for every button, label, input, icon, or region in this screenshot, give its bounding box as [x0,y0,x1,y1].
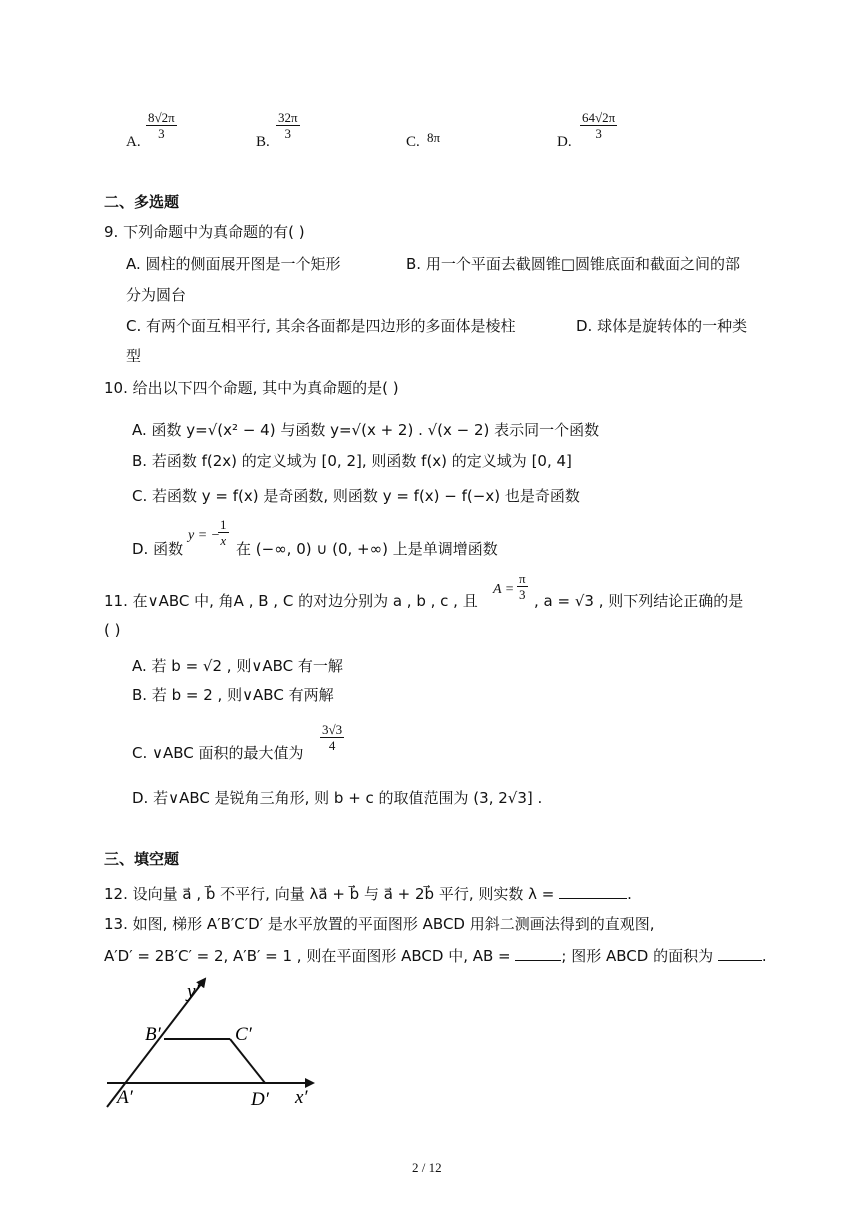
option-d-denominator: 3 [595,126,602,141]
edge-c-d [230,1039,265,1083]
question-10-option-d-fraction [218,517,229,548]
question-12-suffix: . [627,885,632,903]
question-9-option-b-continued: 分为圆台 [126,286,187,304]
page-number: 2 / 12 [412,1160,442,1175]
question-10-option-d-suffix: 在 (−∞, 0) ∪ (0, +∞) 上是单调增函数 [236,540,498,558]
option-b-numerator: 32π [278,110,298,125]
question-9-option-d: D. 球体是旋转体的一种类 [576,317,748,335]
question-12-answer-blank[interactable] [559,884,627,899]
vertex-c-label: C′ [235,1024,252,1045]
question-10-stem: 10. 给出以下四个命题, 其中为真命题的是( ) [104,379,399,397]
option-a-denominator: 3 [158,126,165,141]
question-9-stem: 9. 下列命题中为真命题的有( ) [104,223,305,241]
option-c-value: 8π [427,130,441,145]
question-11-option-c-denominator: 4 [328,738,336,753]
question-11-stem-denominator: 3 [519,587,526,602]
question-11-option-c-prefix: C. ∨ABC 面积的最大值为 [132,744,304,762]
y-axis-label: y′ [187,981,200,1002]
option-b-fraction [276,110,300,141]
option-d-numerator: 64√2π [582,110,616,125]
question-11-stem-numerator: π [519,571,526,586]
question-13-line-2-middle: ; 图形 ABCD 的面积为 [561,947,714,965]
question-11-option-b: B. 若 b = 2 , 则∨ABC 有两解 [132,686,334,704]
option-a-fraction [146,110,177,141]
oblique-trapezoid-figure [95,975,325,1115]
vertex-b-label: B′ [145,1024,161,1045]
option-d-fraction [580,110,617,141]
option-b-denominator: 3 [284,126,292,141]
question-10-option-d-numerator: 1 [220,517,227,532]
question-9-option-c: C. 有两个面互相平行, 其余各面都是四边形的多面体是棱柱 [126,317,516,335]
question-10-option-c: C. 若函数 y = f(x) 是奇函数, 则函数 y = f(x) − f(−x) 也是奇函数 [132,487,580,505]
question-13-line-1: 13. 如图, 梯形 A′B′C′D′ 是水平放置的平面图形 ABCD 用斜二测画法得到的直观图, [104,915,655,933]
question-13-line-2 [104,946,767,966]
question-11-option-d: D. 若∨ABC 是锐角三角形, 则 b + c 的取值范围为 (3, 2√3] . [132,789,543,807]
question-12-text [104,884,632,904]
x-axis-label: x′ [295,1087,308,1108]
question-11-stem-paren: ( ) [104,621,121,639]
question-10-option-d-y: y = − [188,528,221,543]
question-10-option-d-prefix: D. 函数 [132,540,184,558]
question-11-stem-prefix: 11. 在∨ABC 中, 角A , B , C 的对边分别为 a , b , c , 且 [104,592,478,610]
option-a-label: A. [126,134,141,150]
question-11-stem-suffix: , a = √3 , 则下列结论正确的是 [534,592,744,610]
question-13-line-2-suffix: . [761,947,767,965]
question-10-option-d-denominator: x [220,533,227,548]
question-11-option-a: A. 若 b = √2 , 则∨ABC 有一解 [132,657,343,675]
section-title-fill-in: 三、填空题 [104,850,180,868]
question-9-option-b: B. 用一个平面去截圆锥□圆锥底面和截面之间的部 [406,255,741,273]
question-9-option-a: A. 圆柱的侧面展开图是一个矩形 [126,255,341,273]
option-a-numerator: 8√2π [148,110,175,125]
option-c-label: C. [406,134,420,150]
question-13-line-2-prefix: A′D′ = 2B′C′ = 2, A′B′ = 1 , 则在平面图形 ABCD 中, AB = [104,947,511,965]
question-10-option-a: A. 函数 y=√(x² − 4) 与函数 y=√(x + 2) . √(x − 2) 表示同一个函数 [132,421,600,439]
question-13-ab-blank[interactable] [515,946,561,961]
question-10-option-b: B. 若函数 f(2x) 的定义域为 [0, 2], 则函数 f(x) 的定义域为 [0, 4] [132,452,572,470]
section-title-multiple-choice: 二、多选题 [104,193,180,211]
option-d-label: D. [557,134,572,150]
vertex-d-label: D′ [251,1089,269,1110]
option-b-label: B. [256,134,270,150]
question-11-option-c-fraction [320,722,344,753]
question-12-prefix: 12. 设向量 a⃗ , b⃗ 不平行, 向量 λa⃗ + b⃗ 与 a⃗ + 2b⃗ 平行, 则实数 λ = [104,885,555,903]
question-11-option-c-numerator: 3√3 [322,722,343,737]
question-11-stem-angle: A = [493,582,515,597]
question-11-stem-fraction [517,571,528,602]
vertex-a-label: A′ [117,1087,133,1108]
question-9-option-d-continued: 型 [126,347,142,365]
question-13-area-blank[interactable] [718,946,762,961]
